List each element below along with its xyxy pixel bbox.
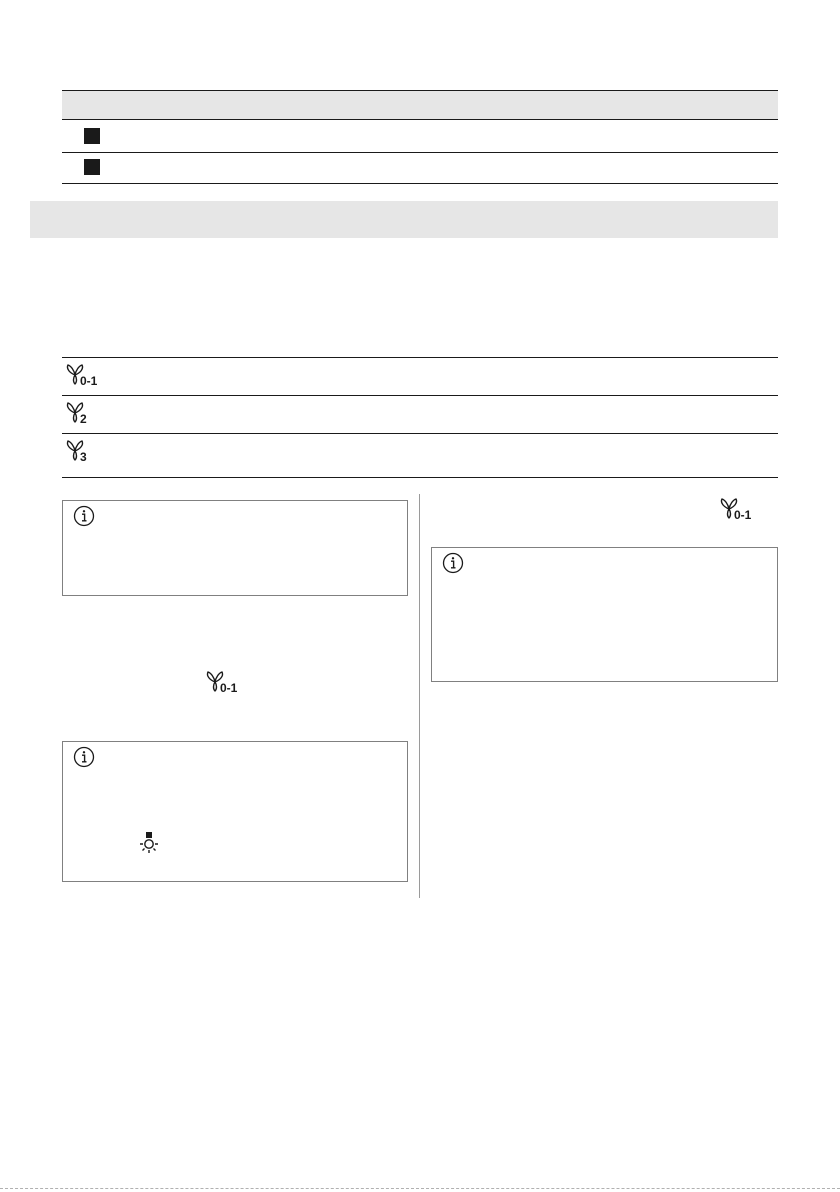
fan-table-bottom-border: [62, 477, 778, 478]
fan-speed-0-1-row: [64, 363, 124, 389]
inline-fan-speed-0-1: [204, 670, 254, 696]
info-icon: [442, 552, 464, 574]
page-bottom-edge: [0, 1188, 840, 1189]
inline-fan-speed-0-1: [718, 497, 768, 523]
fan-speed-label: 0-1: [220, 681, 238, 695]
fan-table-row-divider: [62, 395, 778, 396]
fan-table-row-divider: [62, 433, 778, 434]
table-row-divider: [62, 152, 778, 153]
fan-speed-label: 0-1: [734, 508, 752, 522]
section-heading-band: [30, 201, 778, 238]
fan-table-top-border: [62, 357, 778, 358]
table-bottom-border: [62, 183, 778, 184]
info-note-box: [62, 500, 408, 596]
info-icon: [73, 505, 95, 527]
lamp-icon: [137, 832, 161, 860]
square-marker-icon: [84, 159, 100, 175]
info-note-box: [62, 741, 408, 882]
info-icon: [73, 746, 95, 768]
fan-speed-label: 3: [80, 450, 87, 464]
fan-speed-2-row: [64, 401, 124, 427]
fan-speed-label: 0-1: [80, 374, 98, 388]
column-divider: [419, 494, 420, 898]
fan-speed-3-row: [64, 439, 124, 465]
square-marker-icon: [84, 128, 100, 144]
fan-speed-label: 2: [80, 412, 87, 426]
table-header: [62, 90, 778, 120]
info-note-box: [431, 547, 778, 682]
